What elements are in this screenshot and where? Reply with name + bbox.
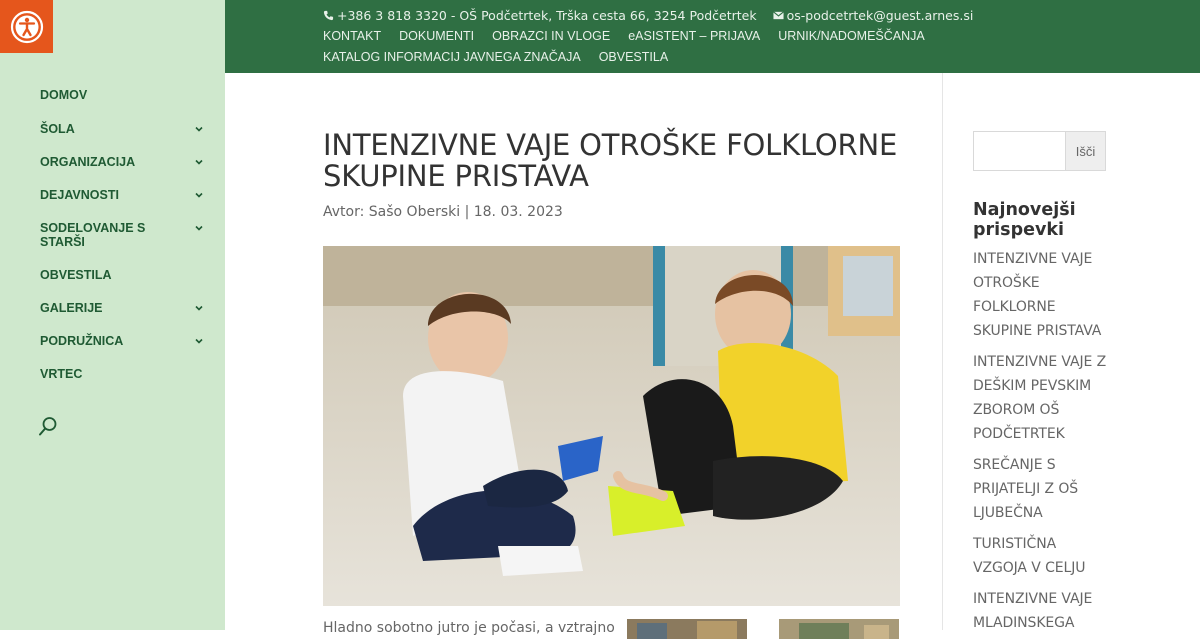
recent-post-link[interactable]: SREČANJE S PRIJATELJI Z OŠ LJUBEČNA: [973, 457, 1079, 521]
gallery-thumbnail[interactable]: [627, 619, 747, 639]
topnav-urnik[interactable]: URNIK/NADOMEŠČANJA: [778, 29, 925, 43]
chevron-down-icon[interactable]: [193, 222, 205, 234]
nav-label: ORGANIZACIJA: [40, 155, 136, 169]
nav-item-dejavnosti[interactable]: [40, 188, 119, 202]
email-icon: [773, 10, 784, 21]
recent-post-link[interactable]: INTENZIVNE VAJE Z DEŠKIM PEVSKIM ZBOROM OŠ PODČETRTEK: [973, 354, 1107, 442]
chevron-down-icon[interactable]: [193, 123, 205, 135]
contact-info: [323, 8, 973, 23]
nav-item-obvestila[interactable]: [40, 268, 112, 282]
sidebar-divider: [942, 73, 943, 630]
search-input[interactable]: [974, 132, 1065, 170]
nav-label: DEJAVNOSTI: [40, 188, 119, 202]
recent-post-link[interactable]: INTENZIVNE VAJE OTROŠKE FOLKLORNE SKUPINE PRISTAVA: [973, 251, 1102, 339]
accessibility-button[interactable]: [0, 0, 53, 53]
secondary-nav: [323, 29, 963, 64]
nav-item-vrtec[interactable]: [40, 367, 82, 381]
nav-label: VRTEC: [40, 367, 83, 381]
topnav-easistent[interactable]: eASISTENT – PRIJAVA: [628, 29, 761, 43]
chevron-down-icon[interactable]: [193, 302, 205, 314]
search-icon[interactable]: [38, 416, 58, 438]
recent-post-link[interactable]: INTENZIVNE VAJE MLADINSKEGA: [973, 591, 1093, 631]
topnav-dokumenti[interactable]: DOKUMENTI: [399, 29, 475, 43]
top-header: [225, 0, 1200, 73]
chevron-down-icon[interactable]: [193, 335, 205, 347]
nav-label: ŠOLA: [40, 122, 75, 136]
post-header: [323, 130, 903, 220]
post-excerpt: Hladno sobotno jutro je počasi, a vztrajno: [323, 620, 615, 636]
chevron-down-icon[interactable]: [193, 156, 205, 168]
nav-label: DOMOV: [40, 88, 88, 102]
nav-label: GALERIJE: [40, 301, 103, 315]
nav-label: OBVESTILA: [40, 268, 112, 282]
recent-posts-list: [973, 247, 1113, 642]
phone-icon: [323, 10, 334, 21]
gallery-thumbnail[interactable]: [779, 619, 899, 639]
nav-item-podruznica[interactable]: [40, 334, 123, 348]
email-link[interactable]: os-podcetrtek@guest.arnes.si: [786, 8, 974, 23]
search-form: [973, 131, 1106, 171]
recent-post-link[interactable]: TURISTIČNA VZGOJA V CELJU: [973, 536, 1086, 576]
featured-photo-illustration: [323, 246, 900, 606]
phone-text[interactable]: +386 3 818 3320 - OŠ Podčetrtek, Trška cesta 66, 3254 Podčetrtek: [337, 8, 757, 23]
search-button[interactable]: Išči: [1065, 132, 1105, 170]
left-sidebar: [0, 0, 225, 630]
topnav-katalog[interactable]: KATALOG INFORMACIJ JAVNEGA ZNAČAJA: [323, 50, 581, 64]
nav-item-domov[interactable]: [40, 88, 87, 102]
nav-item-sodelovanje[interactable]: [40, 221, 150, 249]
recent-posts-title: Najnovejši prispevki: [973, 200, 1076, 240]
accessibility-icon: [10, 10, 44, 44]
nav-item-organizacija[interactable]: [40, 155, 135, 169]
nav-item-galerije[interactable]: [40, 301, 103, 315]
topnav-kontakt[interactable]: KONTAKT: [323, 29, 382, 43]
nav-label: SODELOVANJE S STARŠI: [40, 221, 146, 249]
post-title: INTENZIVNE VAJE OTROŠKE FOLKLORNE SKUPINE PRISTAVA: [323, 128, 898, 193]
nav-item-sola[interactable]: [40, 122, 75, 136]
topnav-obrazci[interactable]: OBRAZCI IN VLOGE: [492, 29, 611, 43]
post-meta: Avtor: Sašo Oberski | 18. 03. 2023: [323, 204, 563, 220]
topnav-obvestila[interactable]: OBVESTILA: [598, 50, 669, 64]
chevron-down-icon[interactable]: [193, 189, 205, 201]
nav-label: PODRUŽNICA: [40, 334, 124, 348]
featured-image[interactable]: [323, 246, 900, 606]
